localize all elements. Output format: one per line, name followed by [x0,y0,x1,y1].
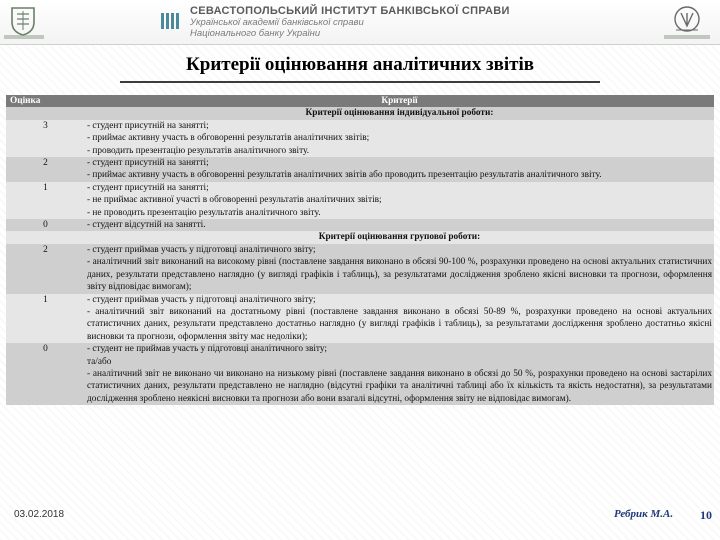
criteria-line: - студент не приймав участь у підготовці аналітичного звіту; [87,344,327,355]
crest-caption-mark [664,35,710,39]
table-row [6,343,714,405]
grade-cell: 2 [6,244,85,294]
section-row-group [6,231,714,243]
column-header-grade: Оцінка [6,95,85,107]
section-heading-individual: Критерії оцінювання індивідуальної роботи: [85,107,714,119]
criteria-cell [85,157,714,182]
university-emblem-icon [8,4,38,36]
criteria-line: - студент приймав участь у підготовці аналітичного звіту; [87,294,316,305]
institute-line-2: Української академії банківської справи [190,17,364,28]
criteria-line: - студент приймав участь у підготовці аналітичного звіту; [87,244,316,255]
national-bank-crest-icon [670,4,704,36]
footer-author: Ребрик М.А. [614,508,674,520]
criteria-cell [85,219,714,231]
criteria-cell [85,294,714,344]
criteria-cell [85,343,714,405]
institute-name [190,6,610,39]
section-heading-group: Критерії оцінювання групової роботи: [85,231,714,243]
criteria-line: та/або [87,356,112,367]
institute-banner [0,0,720,45]
criteria-line: - аналітичний звіт виконаний на високому рівні (поставлене завдання виконано в обсязі 90-100 %, розрахунки проведено на основі актуальних статистичних даних, результати представлено наглядно (у вигляді графіків і таблиць), за результатами дослідження зроблено якісні висновки та прогнози, оформлення звіту відповідає вимогам); [87,257,712,293]
table-row [6,219,714,231]
bank-columns-icon [160,10,182,32]
criteria-cell [85,182,714,219]
section-row-individual [6,107,714,119]
institute-line-1: СЕВАСТОПОЛЬСЬКИЙ ІНСТИТУТ БАНКІВСЬКОЇ СПРАВИ [190,5,510,17]
criteria-line: - аналітичний звіт не виконано чи виконано на низькому рівні (поставлене завдання виконано в обсязі до 50 %, розрахунки проведено на основі застарілих статистичних даних, результати представлено не наглядно (відсутні графіки та аналітичні таблиці або їх кількість та якість недостатня), за результатами дослідження зроблено неякісні висновки та прогнози або вони взагалі відсутні, оформлення звіту не відповідає вимогам). [87,368,712,404]
criteria-line: - приймає активну участь в обговоренні результатів аналітичних звітів; [87,133,370,144]
grade-cell: 2 [6,157,85,182]
criteria-cell [85,120,714,157]
criteria-cell [85,244,714,294]
grade-cell: 1 [6,182,85,219]
criteria-line: - не приймає активної участі в обговоренні результатів аналітичних звітів; [87,195,382,206]
table-row [6,120,714,157]
table-row [6,294,714,344]
criteria-line: - студент відсутній на занятті. [87,220,206,231]
criteria-line: - студент присутній на занятті; [87,182,209,193]
page-number: 10 [700,508,712,522]
footer-date: 03.02.2018 [14,509,65,520]
table-row [6,244,714,294]
emblem-caption-mark [4,35,44,39]
table-row [6,182,714,219]
grade-cell: 0 [6,219,85,231]
criteria-line: - студент присутній на занятті; [87,120,209,131]
criteria-line: - приймає активну участь в обговоренні результатів аналітичних звітів або проводить презентацію результатів аналітичного звіту. [87,170,602,181]
grade-cell: 1 [6,294,85,344]
criteria-line: - не проводить презентацію результатів аналітичного звіту. [87,207,321,218]
column-header-criteria: Критерії [85,95,714,107]
grade-cell: 3 [6,120,85,157]
institute-line-3: Національного банку України [190,28,321,39]
grade-cell: 0 [6,343,85,405]
table-row [6,157,714,182]
criteria-line: - студент присутній на занятті; [87,158,209,169]
criteria-table [6,95,714,405]
criteria-line: - проводить презентацію результатів аналітичного звіту. [87,145,310,156]
table-header-row [6,95,714,107]
slide-title: Критерії оцінювання аналітичних звітів [185,54,535,75]
title-underline [120,81,600,83]
criteria-line: - аналітичний звіт виконаний на достатньому рівні (поставлене завдання виконано в обсязі 50-89 %, розрахунки проведено на основі актуальних статистичних даних, результати представлено достатньо наглядно (у вигляді графіків і таблиць), за результатами дослідження зроблено достатньо якісні висновки та прогнози, оформлення звіту має недоліки); [87,306,712,342]
